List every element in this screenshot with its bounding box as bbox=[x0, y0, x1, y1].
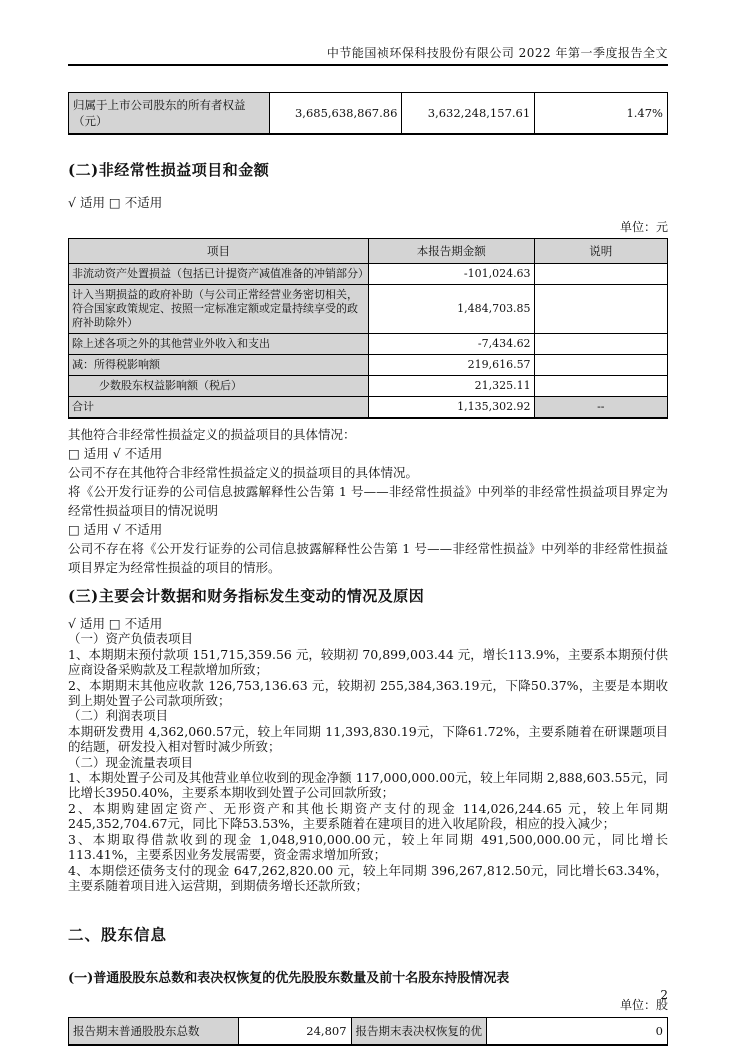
amount-cell: -7,434.62 bbox=[368, 334, 534, 355]
paragraph: （二）利润表项目 bbox=[68, 708, 169, 724]
section-heading-nonrecurring: (二)非经常性损益项目和金额 bbox=[68, 161, 270, 179]
note-cell bbox=[534, 376, 667, 397]
common-shareholders-count-cell: 24,807 bbox=[238, 1018, 351, 1046]
note-paragraph: 公司不存在其他符合非经常性损益定义的损益项目的具体情况。 bbox=[68, 465, 419, 480]
table-row-total bbox=[69, 397, 668, 419]
section-heading-shareholders: 二、股东信息 bbox=[68, 925, 168, 945]
amount-cell: 1,484,703.85 bbox=[368, 285, 534, 334]
table-row bbox=[69, 334, 668, 355]
total-label-cell: 合计 bbox=[69, 397, 369, 419]
table-row bbox=[69, 93, 668, 135]
page-content bbox=[68, 0, 668, 1046]
equity-previous-cell: 3,632,248,157.61 bbox=[402, 93, 535, 135]
total-note-cell: -- bbox=[534, 397, 667, 419]
column-header-note: 说明 bbox=[534, 239, 667, 264]
paragraph: 本期研发费用 4,362,060.57元，较上年同期 11,393,830.19元，下降61.72%，主要系随着在研课题项目的结题，研发投入相对暂时减少所致； bbox=[68, 723, 668, 755]
item-cell: 计入当期损益的政府补助（与公司正常经营业务密切相关，符合国家政策规定、按照一定标准定额或定量持续享受的政府补助除外） bbox=[69, 285, 369, 334]
paragraph: 2、本期购建固定资产、无形资产和其他长期资产支付的现金 114,026,244.65 元，较上年同期 245,352,704.67元，同比下降53.53%，主要系随着在建项目的进入收尾阶段，相应的投入减少； bbox=[68, 800, 668, 832]
shareholders-table-fragment bbox=[68, 1017, 668, 1046]
common-shareholders-label-cell: 报告期末普通股股东总数 bbox=[69, 1018, 239, 1046]
changes-paragraphs bbox=[68, 616, 668, 893]
column-header-item: 项目 bbox=[69, 239, 369, 264]
amount-cell: -101,024.63 bbox=[368, 264, 534, 285]
table-row bbox=[69, 376, 668, 397]
table-header-row bbox=[69, 239, 668, 264]
item-cell: 非流动资产处置损益（包括已计提资产减值准备的冲销部分） bbox=[69, 264, 369, 285]
note-cell bbox=[534, 355, 667, 376]
table-row bbox=[69, 355, 668, 376]
page-number: 2 bbox=[660, 988, 668, 1002]
section-heading-changes: (三)主要会计数据和财务指标发生变动的情况及原因 bbox=[68, 587, 425, 605]
doc-header-title: 中节能国祯环保科技股份有限公司 2022 年第一季度报告全文 bbox=[326, 46, 668, 60]
table-row bbox=[69, 264, 668, 285]
nonrecurring-items-table bbox=[68, 238, 668, 419]
subsection-heading-shareholders-table: (一)普通股股东总数和表决权恢复的优先股股东数量及前十名股东持股情况表 bbox=[68, 971, 510, 987]
table-row bbox=[69, 285, 668, 334]
note-paragraph: □ 适用 √ 不适用 bbox=[68, 522, 163, 537]
note-paragraph: 将《公开发行证券的公司信息披露解释性公告第 1 号——非经常性损益》中列举的非经常性损益项目界定为经常性损益项目的情况说明 bbox=[68, 484, 668, 518]
paragraph: 1、本期处置子公司及其他营业单位收到的现金净额 117,000,000.00元，较上年同期 2,888,603.55元，同比增长3950.40%，主要系本期收到处置子公司回款所致； bbox=[68, 770, 668, 801]
amount-cell: 219,616.57 bbox=[368, 355, 534, 376]
paragraph: 3、本期取得借款收到的现金 1,048,910,000.00元，较上年同期 491,500,000.00元，同比增长113.41%，主要系因业务发展需要，资金需求增加所致； bbox=[68, 831, 668, 863]
nonrecurring-notes bbox=[68, 425, 668, 577]
note-cell bbox=[534, 264, 667, 285]
equity-label-cell: 归属于上市公司股东的所有者权益（元） bbox=[69, 93, 270, 135]
applicability-line: √ 适用 □ 不适用 bbox=[68, 195, 163, 210]
equity-table-fragment bbox=[68, 92, 668, 135]
preferred-shareholders-count-cell: 0 bbox=[487, 1018, 668, 1046]
preferred-shareholders-label-cell: 报告期末表决权恢复的优 bbox=[351, 1018, 487, 1046]
item-cell: 除上述各项之外的其他营业外收入和支出 bbox=[69, 334, 369, 355]
paragraph: （一）资产负债表项目 bbox=[68, 631, 194, 647]
note-paragraph: □ 适用 √ 不适用 bbox=[68, 446, 163, 461]
item-cell: 减：所得税影响额 bbox=[69, 355, 369, 376]
column-header-amount: 本报告期金额 bbox=[368, 239, 534, 264]
unit-label-shares: 单位：股 bbox=[619, 998, 668, 1013]
table-row bbox=[69, 1018, 668, 1046]
unit-label-yuan: 单位：元 bbox=[619, 220, 668, 234]
paragraph: √ 适用 □ 不适用 bbox=[68, 616, 163, 631]
note-paragraph: 公司不存在将《公开发行证券的公司信息披露解释性公告第 1 号——非经常性损益》中列举的非经常性损益项目界定为经常性损益的项目的情形。 bbox=[68, 541, 668, 575]
total-amount-cell: 1,135,302.92 bbox=[368, 397, 534, 419]
note-cell bbox=[534, 334, 667, 355]
note-paragraph: 其他符合非经常性损益定义的损益项目的具体情况： bbox=[68, 427, 356, 442]
item-cell: 少数股东权益影响额（税后） bbox=[69, 376, 369, 397]
equity-change-cell: 1.47% bbox=[535, 93, 668, 135]
note-cell bbox=[534, 285, 667, 334]
paragraph: 2、本期期末其他应收款 126,753,136.63 元，较期初 255,384,363.19元，下降50.37%，主要是本期收到上期处置子公司款项所致； bbox=[68, 677, 668, 709]
amount-cell: 21,325.11 bbox=[368, 376, 534, 397]
equity-current-cell: 3,685,638,867.86 bbox=[269, 93, 402, 135]
paragraph: （二）现金流量表项目 bbox=[68, 754, 194, 770]
paragraph: 4、本期偿还债务支付的现金 647,262,820.00 元，较上年同期 396,267,812.50元，同比增长63.34%，主要系随着项目进入运营期，到期债务增长还款所致； bbox=[68, 862, 668, 893]
header-rule bbox=[68, 64, 668, 66]
paragraph: 1、本期期末预付款项 151,715,359.56 元，较期初 70,899,003.44 元，增长113.9%，主要系本期预付供应商设备采购款及工程款增加所致； bbox=[68, 646, 668, 678]
